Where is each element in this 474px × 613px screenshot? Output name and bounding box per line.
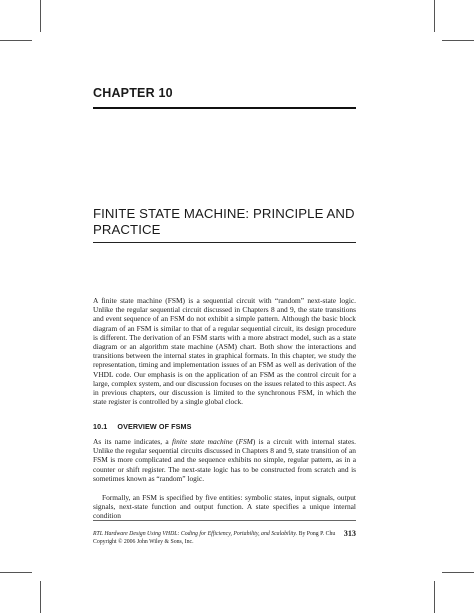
crop-mark-top-left-horizontal (0, 40, 32, 41)
crop-mark-bottom-left-vertical (40, 581, 41, 613)
intro-paragraph: A finite state machine (FSM) is a sequential circuit with “random” next-state logic. Unlike the regular sequential circuit discussed in Chapters 8 and 9, the state transitions and event sequence of an FSM do not exhibit a simple pattern. Although the basic block diagram of an FSM is similar to that of a regular sequential circuit, its design procedure is different. The derivation of an FSM starts with a more abstract model, such as a state diagram or an algorithm state machine (ASM) chart. Both show the interactions and transitions between the internal states in graphical formats. In this chapter, we study the representation, timing and implementation issues of an FSM as well as derivation of the VHDL code. Our emphasis is on the application of an FSM as the control circuit for a large, complex system, and our discussion focuses on the issues related to this aspect. As in previous chapters, our discussion is limited to the synchronous FSM, in which the state register is controlled by a single global clock. (93, 296, 356, 407)
chapter-label: CHAPTER 10 (93, 86, 173, 100)
section-paragraph-2: Formally, an FSM is specified by five entities: symbolic states, input signals, output signals, next-state function and output function. A state specifies a unique internal condition (93, 493, 356, 521)
section-title: OVERVIEW OF FSMS (117, 422, 192, 431)
crop-mark-top-right-horizontal (442, 40, 474, 41)
emphasis-term: FSM (238, 437, 253, 446)
crop-mark-bottom-right-vertical (434, 581, 435, 613)
chapter-rule (93, 107, 356, 109)
footer (93, 530, 356, 546)
footer-copyright: Copyright © 2006 John Wiley & Sons, Inc. (93, 539, 194, 545)
footer-author: By Pong P. Chu (297, 531, 336, 537)
footer-rule (93, 520, 356, 521)
paragraph-text: ( (232, 437, 239, 446)
paragraph-text: As its name indicates, a (93, 437, 172, 446)
section-number: 10.1 (93, 422, 108, 431)
crop-mark-bottom-right-horizontal (442, 572, 474, 573)
title-rule (93, 242, 356, 243)
chapter-title: FINITE STATE MACHINE: PRINCIPLE AND PRACTICE (93, 206, 355, 237)
crop-mark-bottom-left-horizontal (0, 572, 32, 573)
footer-book-title: RTL Hardware Design Using VHDL: Coding for Efficiency, Portability, and Scalability. (93, 531, 298, 537)
section-paragraph-1 (93, 437, 356, 483)
crop-mark-top-right-vertical (434, 0, 435, 32)
paragraph-text: ) is a circuit with internal states. Unlike the regular sequential circuits discussed in Chapters 8 and 9, state transition of an FSM is more complicated and the sequence exhibits no simple, regular pattern, as in a counter or shift register. The next-state logic has to be constructed from scratch and is sometimes known as “random” logic. (93, 437, 356, 483)
crop-mark-top-left-vertical (40, 0, 41, 32)
emphasis-term: finite state machine (171, 437, 233, 446)
section-heading (93, 422, 192, 431)
footer-citation (93, 530, 356, 538)
page-number: 313 (343, 529, 356, 538)
